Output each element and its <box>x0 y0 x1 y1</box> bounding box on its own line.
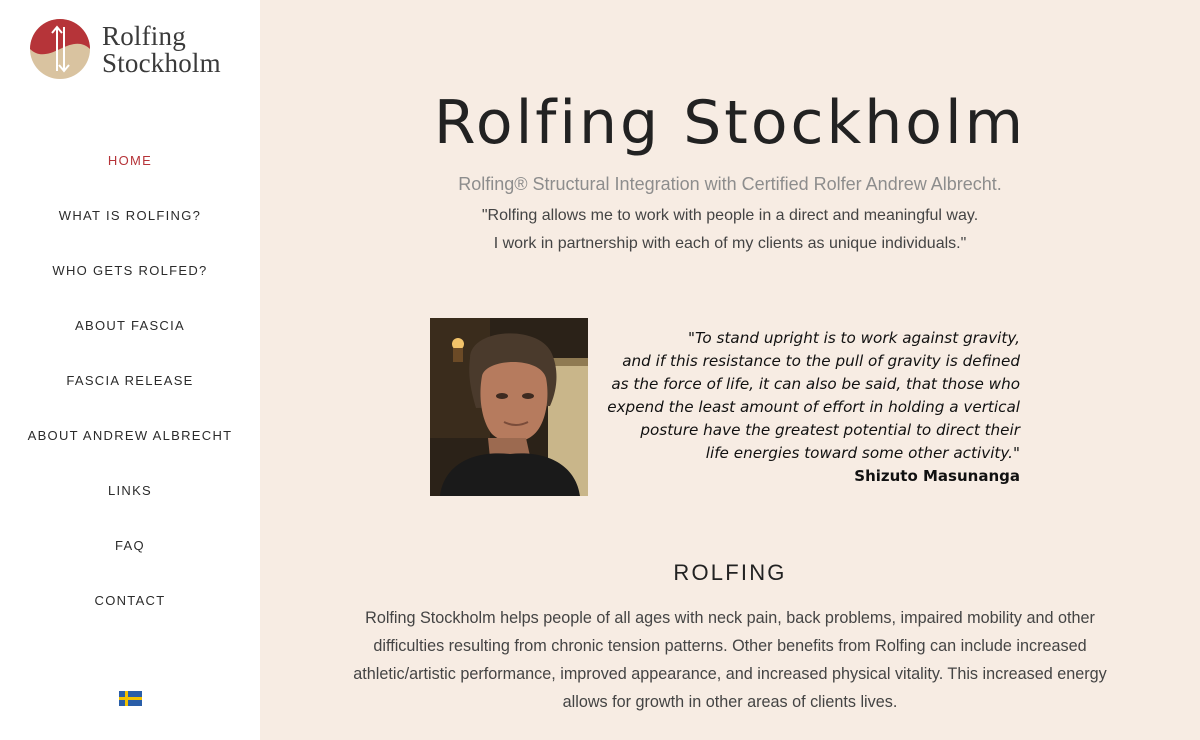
main-content <box>260 0 1200 740</box>
nav-link-faq[interactable]: FAQ <box>115 538 145 553</box>
nav-item-links <box>0 481 260 536</box>
logo-text-line1: Rolfing <box>102 21 186 51</box>
quote-line: posture have the greatest potential to direct their <box>640 421 1020 439</box>
nav-item-about-andrew-albrecht <box>0 426 260 481</box>
page-title: Rolfing Stockholm <box>433 88 1027 158</box>
nav-link-links[interactable]: LINKS <box>107 483 153 498</box>
rolfing-logo-icon <box>30 19 90 79</box>
flag-cross-vertical <box>125 691 128 706</box>
nav-item-what-is-rolfing <box>0 206 260 261</box>
gravity-quote <box>590 327 1020 465</box>
nav-item-contact <box>0 591 260 646</box>
intro-quote <box>260 202 1200 258</box>
logo-wordmark <box>102 23 221 77</box>
nav-link-home[interactable]: HOME <box>107 153 153 168</box>
flag-cross-horizontal <box>119 697 142 700</box>
section-title: ROLFING <box>673 560 787 585</box>
nav-link-contact[interactable]: CONTACT <box>94 593 166 608</box>
quote-line: and if this resistance to the pull of gravity is defined <box>622 352 1020 370</box>
quote-line: expend the least amount of effort in holding a vertical <box>607 398 1020 416</box>
nav-link-about-andrew-albrecht[interactable]: ABOUT ANDREW ALBRECHT <box>27 428 233 443</box>
sidebar <box>0 0 260 740</box>
nav-link-about-fascia[interactable]: ABOUT FASCIA <box>75 318 185 333</box>
quote-line: as the force of life, it can also be said, that those who <box>611 375 1020 393</box>
nav-item-about-fascia <box>0 316 260 371</box>
swedish-flag-icon[interactable] <box>119 691 142 706</box>
quote-line: "To stand upright is to work against gravity, <box>688 329 1020 347</box>
intro-line-1: "Rolfing allows me to work with people in a direct and meaningful way. <box>481 207 979 224</box>
page-subtitle: Rolfing® Structural Integration with Certified Rolfer Andrew Albrecht. <box>458 174 1002 194</box>
nav-link-who-gets-rolfed[interactable]: WHO GETS ROLFED? <box>52 263 208 278</box>
nav-link-fascia-release[interactable]: FASCIA RELEASE <box>66 373 194 388</box>
nav-item-faq <box>0 536 260 591</box>
nav-item-fascia-release <box>0 371 260 426</box>
quote-line: life energies toward some other activity." <box>705 444 1020 462</box>
section-body: Rolfing Stockholm helps people of all ages with neck pain, back problems, impaired mobility and other difficulties resulting from chronic tension patterns. Other benefits from Rolfing can include increased athletic/artistic performance, improved appearance, and increased physical vitality. This increased energy allows for growth in other areas of clients lives. <box>353 609 1107 711</box>
nav-item-who-gets-rolfed <box>0 261 260 316</box>
main-nav <box>0 151 260 646</box>
nav-link-what-is-rolfing[interactable]: WHAT IS ROLFING? <box>58 208 202 223</box>
intro-line-2: I work in partnership with each of my clients as unique individuals." <box>493 235 967 252</box>
quote-author: Shizuto Masunanga <box>854 467 1020 485</box>
logo-text-line2: Stockholm <box>102 48 221 78</box>
nav-item-home <box>0 151 260 206</box>
site-logo[interactable] <box>30 19 240 81</box>
portrait-photo <box>430 318 588 496</box>
